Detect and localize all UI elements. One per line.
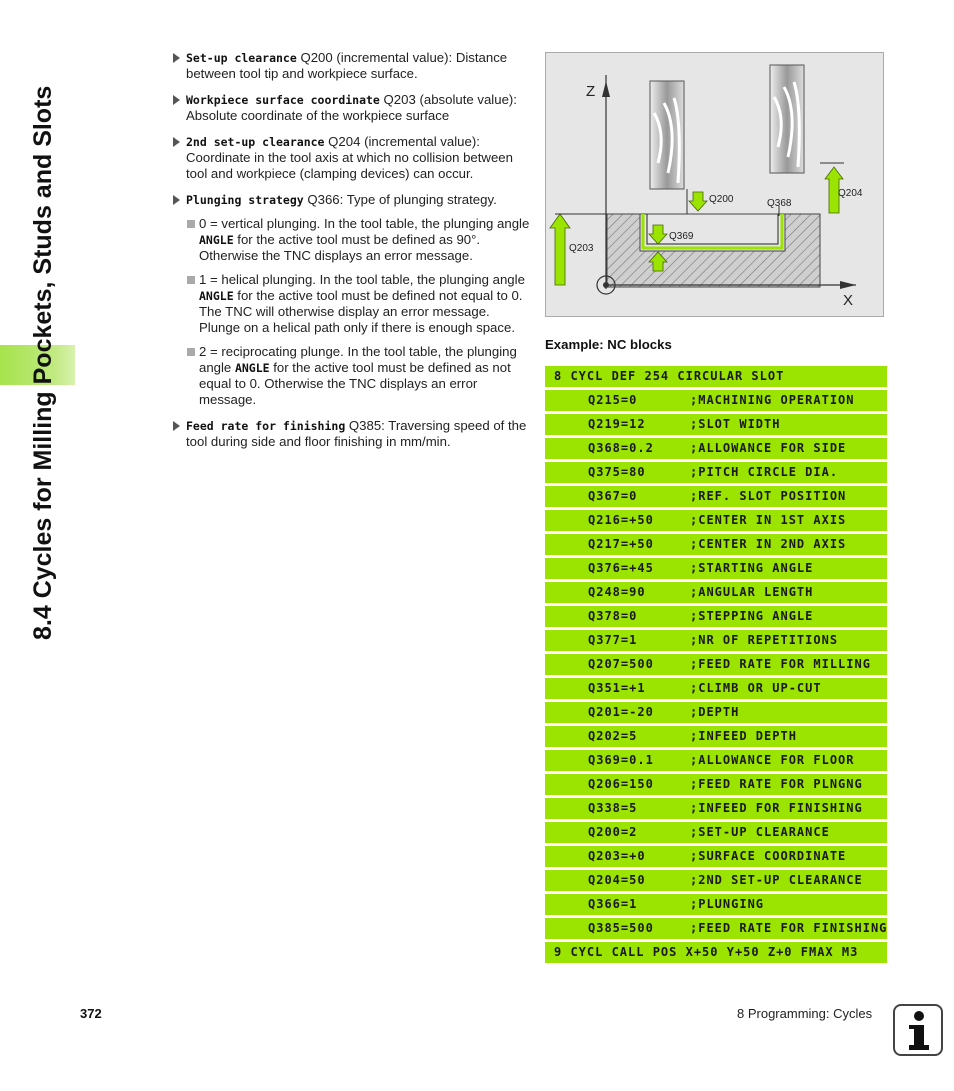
nc-comment: ;FEED RATE FOR PLNGNG: [690, 777, 863, 791]
nc-block-listing: [545, 366, 887, 966]
page-number: 372: [80, 1006, 102, 1021]
nc-line: [545, 606, 887, 627]
slot-diagram-svg: [546, 53, 885, 318]
nc-param: Q368=0.2: [588, 441, 654, 455]
nc-comment: ;PLUNGING: [690, 897, 765, 911]
parameter-list: [172, 50, 532, 460]
nc-comment: ;NR OF REPETITIONS: [690, 633, 839, 647]
square-bullet-icon: [187, 220, 195, 228]
nc-line-cycl-call: [545, 942, 887, 963]
nc-line: [545, 870, 887, 891]
info-icon: [893, 1004, 943, 1056]
square-bullet-icon: [187, 276, 195, 284]
param-text: Q203 (absolute value): Absolute coordinate of the workpiece surface: [186, 92, 517, 123]
nc-line: [545, 774, 887, 795]
param-item: [172, 50, 532, 82]
option-item: [186, 216, 532, 264]
nc-param: Q204=50: [588, 873, 646, 887]
nc-line: [545, 846, 887, 867]
param-code: Workpiece surface coordinate: [186, 93, 380, 107]
z-axis-label: Z: [586, 83, 596, 100]
nc-param: Q248=90: [588, 585, 646, 599]
square-bullet-icon: [187, 348, 195, 356]
triangle-bullet-icon: [173, 195, 180, 205]
param-item: [172, 418, 532, 450]
nc-comment: ;DEPTH: [690, 705, 740, 719]
z-axis-arrow-icon: [602, 81, 610, 97]
q204-label: Q204: [838, 188, 863, 199]
triangle-bullet-icon: [173, 95, 180, 105]
nc-comment: ;INFEED FOR FINISHING: [690, 801, 863, 815]
nc-comment: ;ALLOWANCE FOR FLOOR: [690, 753, 855, 767]
nc-param: Q377=1: [588, 633, 638, 647]
nc-param: Q201=-20: [588, 705, 654, 719]
nc-param: Q351=+1: [588, 681, 646, 695]
option-text: 1 = helical plunging. In the tool table, the plunging angle: [199, 272, 525, 287]
nc-param: Q376=+45: [588, 561, 654, 575]
nc-line: [545, 510, 887, 531]
param-code: Plunging strategy: [186, 193, 304, 207]
example-heading: Example: NC blocks: [545, 337, 672, 352]
param-text: Q204 (incremental value): Coordinate in the tool axis at which no collision between tool and workpiece (clamping devices) can occur.: [186, 134, 513, 181]
nc-param: Q367=0: [588, 489, 638, 503]
nc-param: Q200=2: [588, 825, 638, 839]
nc-line: [545, 918, 887, 939]
option-text: for the active tool must be defined as not equal to 0. Otherwise the TNC displays an error message.: [199, 360, 511, 407]
nc-comment: ;ANGULAR LENGTH: [690, 585, 814, 599]
q368-label: Q368: [767, 198, 792, 209]
option-code: ANGLE: [234, 361, 270, 375]
q369-label: Q369: [669, 231, 694, 242]
nc-param: Q219=12: [588, 417, 646, 431]
nc-param: Q375=80: [588, 465, 646, 479]
nc-line: [545, 894, 887, 915]
option-text: 0 = vertical plunging. In the tool table, the plunging angle: [199, 216, 530, 231]
nc-param: Q378=0: [588, 609, 638, 623]
nc-line: [545, 702, 887, 723]
x-axis-label: X: [843, 292, 854, 309]
param-item: [172, 134, 532, 182]
param-text: Q366: Type of plunging strategy.: [303, 192, 497, 207]
nc-param: Q369=0.1: [588, 753, 654, 767]
option-text: for the active tool must be defined not equal to 0. The TNC will otherwise display an error message. Plunge on a helical path only if there is enough space.: [199, 288, 523, 335]
nc-comment: ;SURFACE COORDINATE: [690, 849, 847, 863]
triangle-bullet-icon: [173, 53, 180, 63]
nc-comment: ;STEPPING ANGLE: [690, 609, 814, 623]
nc-line: [545, 390, 887, 411]
nc-line-text: 8 CYCL DEF 254 CIRCULAR SLOT: [554, 369, 785, 383]
nc-line: [545, 750, 887, 771]
option-text: 2 = reciprocating plunge. In the tool table, the plunging angle: [199, 344, 517, 375]
param-text: Q200 (incremental value): Distance between tool tip and workpiece surface.: [186, 50, 508, 81]
nc-line-text: 9 CYCL CALL POS X+50 Y+50 Z+0 FMAX M3: [554, 945, 859, 959]
x-axis-arrow-icon: [840, 281, 856, 289]
nc-param: Q203=+0: [588, 849, 646, 863]
nc-param: Q385=500: [588, 921, 654, 935]
nc-param: Q207=500: [588, 657, 654, 671]
param-item: [172, 192, 532, 208]
nc-comment: ;MACHINING OPERATION: [690, 393, 855, 407]
nc-line: [545, 726, 887, 747]
nc-param: Q202=5: [588, 729, 638, 743]
nc-line: [545, 798, 887, 819]
param-code: 2nd set-up clearance: [186, 135, 325, 149]
nc-param: Q366=1: [588, 897, 638, 911]
q203-label: Q203: [569, 243, 594, 254]
nc-comment: ;INFEED DEPTH: [690, 729, 797, 743]
origin-dot: [603, 282, 609, 288]
nc-line: [545, 678, 887, 699]
nc-line: [545, 486, 887, 507]
nc-comment: ;CENTER IN 1ST AXIS: [690, 513, 847, 527]
option-item: [186, 272, 532, 336]
slot-diagram: [545, 52, 884, 317]
nc-line: [545, 558, 887, 579]
nc-param: Q217=+50: [588, 537, 654, 551]
nc-line: [545, 822, 887, 843]
option-code: ANGLE: [199, 233, 234, 247]
nc-comment: ;STARTING ANGLE: [690, 561, 814, 575]
nc-line: [545, 414, 887, 435]
nc-line: [545, 534, 887, 555]
chapter-footer: 8 Programming: Cycles: [737, 1006, 873, 1021]
triangle-bullet-icon: [173, 421, 180, 431]
nc-comment: ;SLOT WIDTH: [690, 417, 781, 431]
param-code: Feed rate for finishing: [186, 419, 346, 433]
q200-arrow-icon: [689, 192, 707, 211]
nc-line: [545, 462, 887, 483]
option-item: [186, 344, 532, 408]
nc-line: [545, 438, 887, 459]
section-side-title: 8.4 Cycles for Milling Pockets, Studs and Slots: [29, 85, 57, 640]
q203-arrow-icon: [550, 214, 570, 285]
nc-comment: ;FEED RATE FOR FINISHING: [690, 921, 888, 935]
nc-line-cycl-def: [545, 366, 887, 387]
nc-comment: ;2ND SET-UP CLEARANCE: [690, 873, 863, 887]
nc-line: [545, 630, 887, 651]
nc-comment: ;FEED RATE FOR MILLING: [690, 657, 871, 671]
nc-comment: ;PITCH CIRCLE DIA.: [690, 465, 839, 479]
q200-label: Q200: [709, 194, 734, 205]
plunging-options: [186, 216, 532, 408]
nc-comment: ;SET-UP CLEARANCE: [690, 825, 830, 839]
nc-line: [545, 654, 887, 675]
nc-param: Q215=0: [588, 393, 638, 407]
param-code: Set-up clearance: [186, 51, 297, 65]
param-text: Q385: Traversing speed of the tool during side and floor finishing in mm/min.: [186, 418, 527, 449]
nc-comment: ;CENTER IN 2ND AXIS: [690, 537, 847, 551]
nc-line: [545, 582, 887, 603]
nc-comment: ;REF. SLOT POSITION: [690, 489, 847, 503]
nc-param: Q338=5: [588, 801, 638, 815]
nc-param: Q206=150: [588, 777, 654, 791]
nc-comment: ;CLIMB OR UP-CUT: [690, 681, 822, 695]
param-item: [172, 92, 532, 124]
nc-comment: ;ALLOWANCE FOR SIDE: [690, 441, 847, 455]
option-text: for the active tool must be defined as 90°. Otherwise the TNC displays an error message.: [199, 232, 481, 263]
nc-param: Q216=+50: [588, 513, 654, 527]
triangle-bullet-icon: [173, 137, 180, 147]
option-code: ANGLE: [199, 289, 234, 303]
